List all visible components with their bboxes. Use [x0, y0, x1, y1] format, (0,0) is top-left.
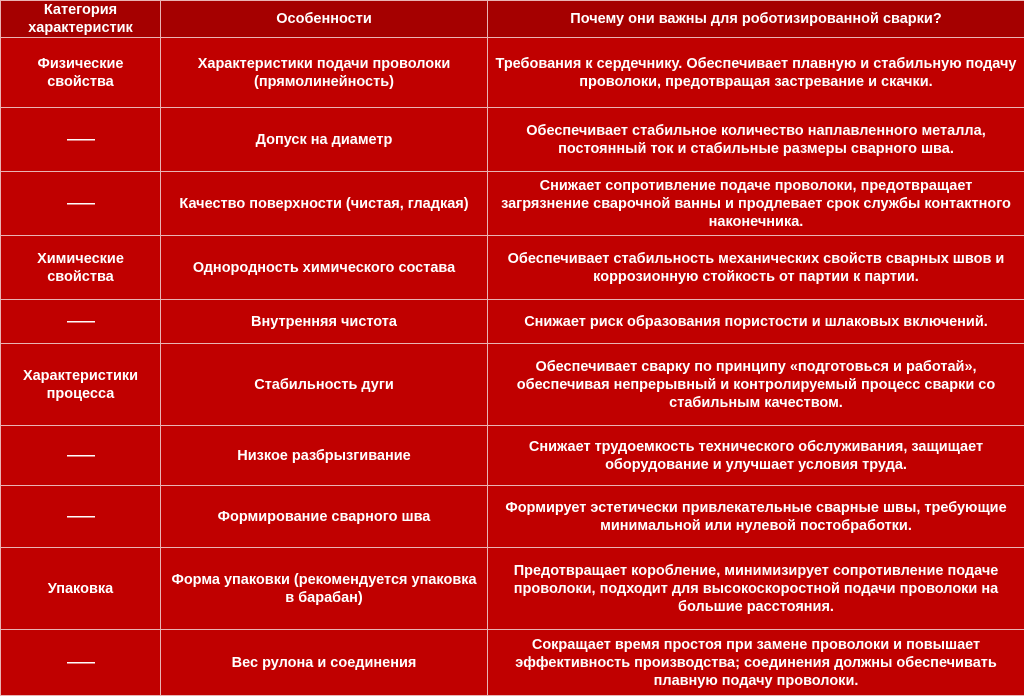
row-feature: Низкое разбрызгивание: [161, 426, 488, 486]
header-row: [1, 1, 1024, 38]
table-row: [1, 236, 1024, 300]
row-category: ——: [1, 108, 161, 172]
table-header: [1, 1, 1024, 38]
row-feature: Однородность химического состава: [161, 236, 488, 300]
row-feature: Характеристики подачи проволоки (прямолинейность): [161, 38, 488, 108]
table-row: [1, 630, 1024, 696]
row-category: ——: [1, 486, 161, 548]
table-row: [1, 38, 1024, 108]
row-importance: Снижает сопротивление подаче проволоки, предотвращает загрязнение сварочной ванны и продлевает срок службы контактного наконечника.: [488, 172, 1024, 236]
table-row: [1, 548, 1024, 630]
row-feature: Формирование сварного шва: [161, 486, 488, 548]
row-category: ——: [1, 426, 161, 486]
row-feature: Вес рулона и соединения: [161, 630, 488, 696]
row-importance: Снижает трудоемкость технического обслуживания, защищает оборудование и улучшает условия труда.: [488, 426, 1024, 486]
row-feature: Допуск на диаметр: [161, 108, 488, 172]
table-row: [1, 108, 1024, 172]
row-feature: Внутренняя чистота: [161, 300, 488, 344]
row-category: Характеристики процесса: [1, 344, 161, 426]
table-row: [1, 426, 1024, 486]
table-row: [1, 300, 1024, 344]
table-row: [1, 344, 1024, 426]
row-category: ——: [1, 630, 161, 696]
row-importance: Требования к сердечнику. Обеспечивает плавную и стабильную подачу проволоки, предотвращая застревание и скачки.: [488, 38, 1024, 108]
header-feature: Особенности: [161, 1, 488, 38]
row-feature: Качество поверхности (чистая, гладкая): [161, 172, 488, 236]
row-importance: Снижает риск образования пористости и шлаковых включений.: [488, 300, 1024, 344]
table-body: [1, 38, 1024, 696]
table-row: [1, 486, 1024, 548]
row-importance: Предотвращает коробление, минимизирует сопротивление подаче проволоки, подходит для высокоскоростной подачи проволоки на большие расстояния.: [488, 548, 1024, 630]
row-importance: Сокращает время простоя при замене проволоки и повышает эффективность производства; соединения должны обеспечивать плавную подачу проволоки.: [488, 630, 1024, 696]
row-importance: Обеспечивает сварку по принципу «подготовься и работай», обеспечивая непрерывный и контролируемый процесс сварки со стабильным качеством.: [488, 344, 1024, 426]
row-category: Химические свойства: [1, 236, 161, 300]
row-category: ——: [1, 172, 161, 236]
row-feature: Форма упаковки (рекомендуется упаковка в барабан): [161, 548, 488, 630]
row-importance: Обеспечивает стабильность механических свойств сварных швов и коррозионную стойкость от партии к партии.: [488, 236, 1024, 300]
row-feature: Стабильность дуги: [161, 344, 488, 426]
row-category: Физические свойства: [1, 38, 161, 108]
row-importance: Обеспечивает стабильное количество наплавленного металла, постоянный ток и стабильные размеры сварного шва.: [488, 108, 1024, 172]
row-importance: Формирует эстетически привлекательные сварные швы, требующие минимальной или нулевой постобработки.: [488, 486, 1024, 548]
header-category: Категория характеристик: [1, 1, 161, 38]
table-row: [1, 172, 1024, 236]
row-category: Упаковка: [1, 548, 161, 630]
row-category: ——: [1, 300, 161, 344]
header-importance: Почему они важны для роботизированной сварки?: [488, 1, 1024, 38]
